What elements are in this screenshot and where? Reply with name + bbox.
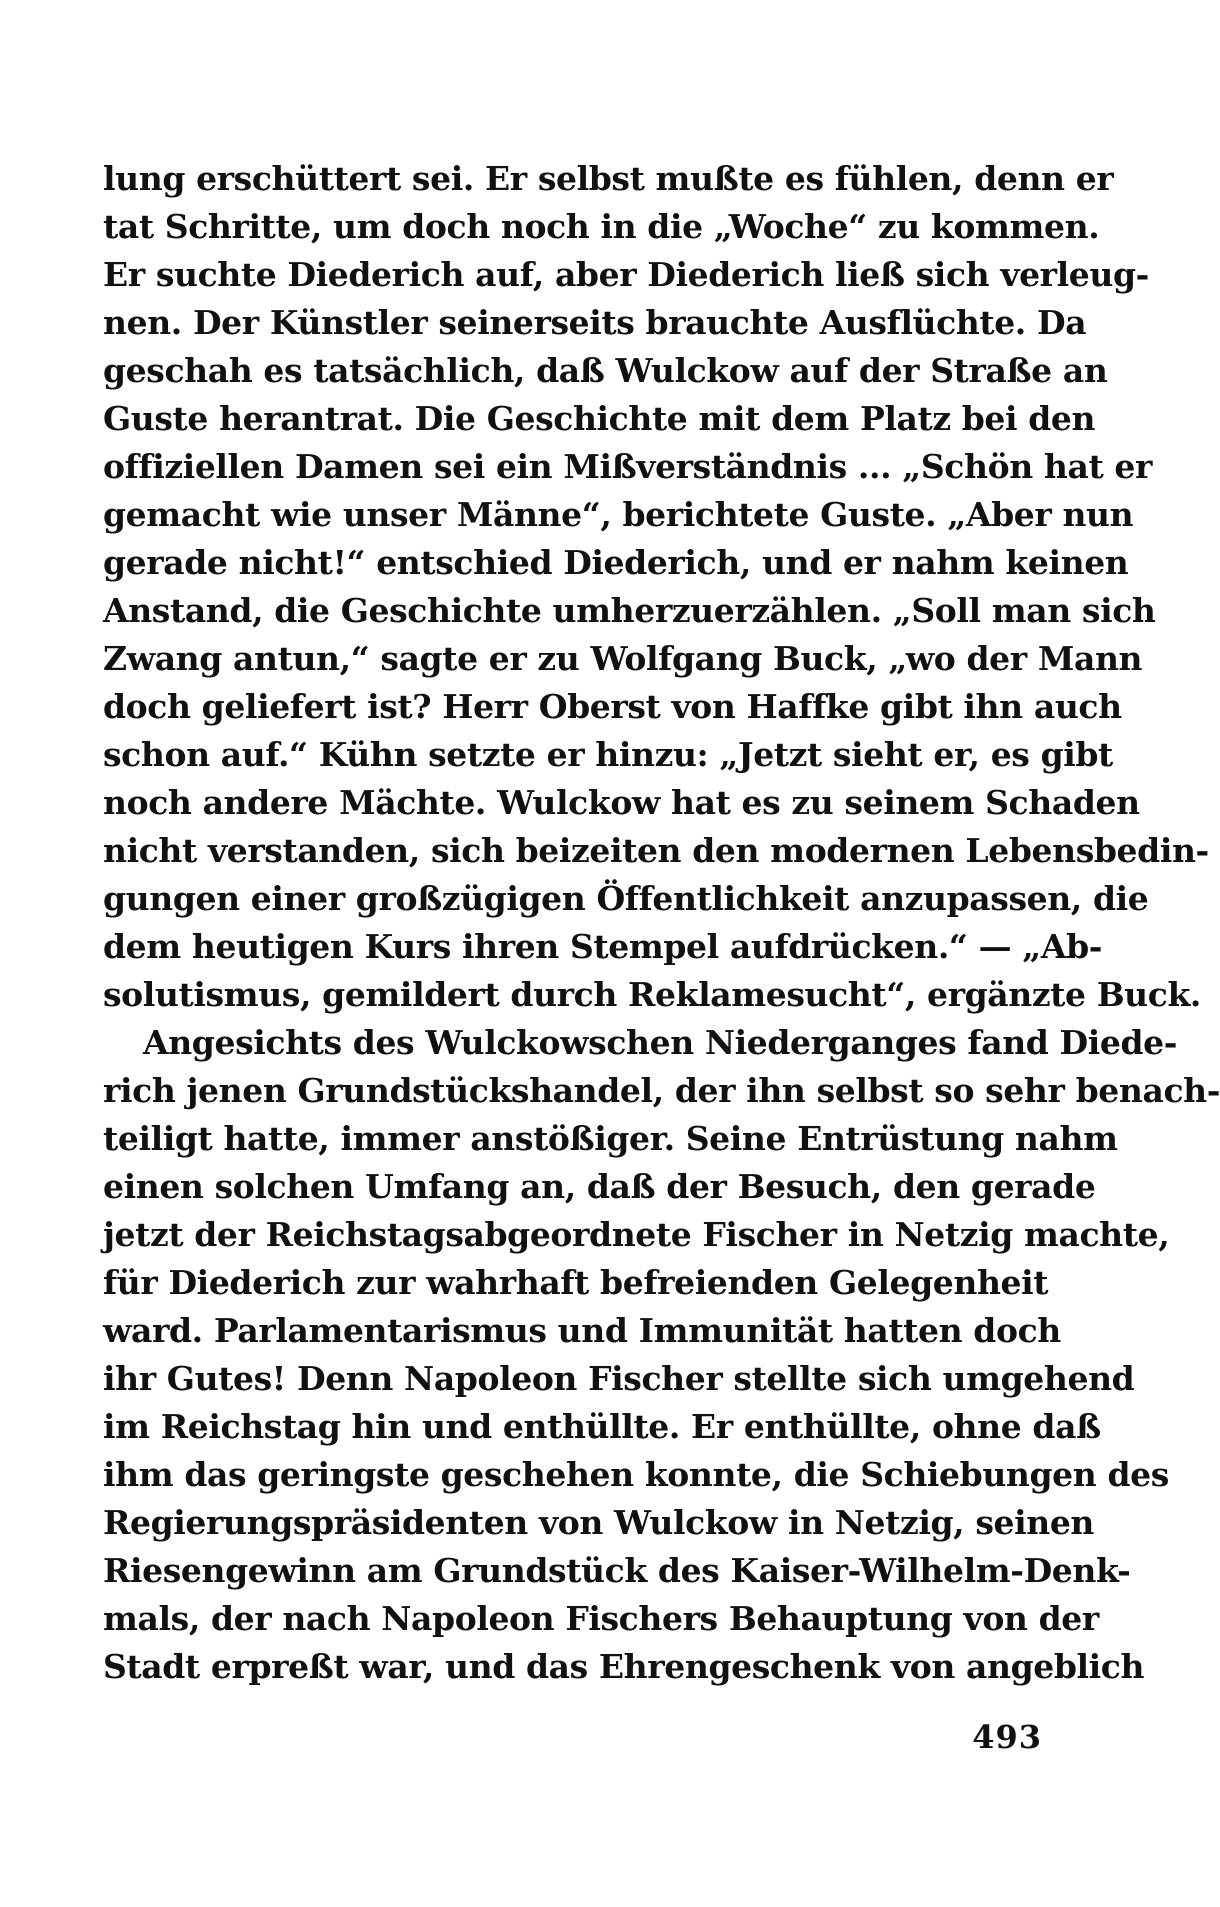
text-line: lung erschüttert sei. Er selbst mußte es fühlen, denn er xyxy=(103,159,1114,198)
text-line: geschah es tatsächlich, daß Wulckow auf der Straße an xyxy=(103,351,1108,390)
text-line: Regierungspräsidenten von Wulckow in Netzig, seinen xyxy=(103,1503,1095,1542)
text-line: Riesengewinn am Grundstück des Kaiser-Wilhelm-Denk- xyxy=(103,1551,1131,1590)
text-line: ihr Gutes! Denn Napoleon Fischer stellte sich umgehend xyxy=(103,1359,1135,1398)
text-line: solutismus, gemildert durch Reklamesucht“, ergänzte Buck. xyxy=(103,975,1202,1014)
page-number: 493 xyxy=(972,1718,1042,1756)
text-line: Zwang antun,“ sagte er zu Wolfgang Buck, „wo der Mann xyxy=(103,639,1143,678)
text-line: tat Schritte, um doch noch in die „Woche“ zu kommen. xyxy=(103,207,1100,246)
text-line: dem heutigen Kurs ihren Stempel aufdrücken.“ — „Ab- xyxy=(103,927,1103,966)
text-line: jetzt der Reichstagsabgeordnete Fischer in Netzig machte, xyxy=(103,1215,1170,1254)
text-line: schon auf.“ Kühn setzte er hinzu: „Jetzt sieht er, es gibt xyxy=(103,735,1113,774)
text-line: nicht verstanden, sich beizeiten den modernen Lebensbedin- xyxy=(103,831,1209,870)
text-line: nen. Der Künstler seinerseits brauchte Ausflüchte. Da xyxy=(103,303,1087,342)
text-line: doch geliefert ist? Herr Oberst von Haffke gibt ihn auch xyxy=(103,687,1122,726)
text-line: im Reichstag hin und enthüllte. Er enthüllte, ohne daß xyxy=(103,1407,1101,1446)
text-line: ihm das geringste geschehen konnte, die Schiebungen des xyxy=(103,1455,1169,1494)
body-text xyxy=(103,155,1220,1691)
text-line: teiligt hatte, immer anstößiger. Seine Entrüstung nahm xyxy=(103,1119,1118,1158)
text-line: gerade nicht!“ entschied Diederich, und er nahm keinen xyxy=(103,543,1129,582)
text-line: noch andere Mächte. Wulckow hat es zu seinem Schaden xyxy=(103,783,1140,822)
text-line: Guste herantrat. Die Geschichte mit dem Platz bei den xyxy=(103,399,1096,438)
text-line: offiziellen Damen sei ein Mißverständnis ... „Schön hat er xyxy=(103,447,1152,486)
text-line: ward. Parlamentarismus und Immunität hatten doch xyxy=(103,1311,1061,1350)
text-line: Er suchte Diederich auf, aber Diederich ließ sich verleug- xyxy=(103,255,1149,294)
text-line: gungen einer großzügigen Öffentlichkeit anzupassen, die xyxy=(103,879,1149,918)
text-line: gemacht wie unser Männe“, berichtete Guste. „Aber nun xyxy=(103,495,1134,534)
text-line: mals, der nach Napoleon Fischers Behauptung von der xyxy=(103,1599,1099,1638)
paragraph-start-line: Angesichts des Wulckowschen Niederganges fand Diede- xyxy=(143,1023,1178,1062)
text-line: Anstand, die Geschichte umherzuerzählen. „Soll man sich xyxy=(103,591,1156,630)
text-line: rich jenen Grundstückshandel, der ihn selbst so sehr benach- xyxy=(103,1071,1220,1110)
text-line: einen solchen Umfang an, daß der Besuch, den gerade xyxy=(103,1167,1096,1206)
text-line: für Diederich zur wahrhaft befreienden Gelegenheit xyxy=(103,1263,1049,1302)
text-line: Stadt erpreßt war, und das Ehrengeschenk von angeblich xyxy=(103,1647,1145,1686)
